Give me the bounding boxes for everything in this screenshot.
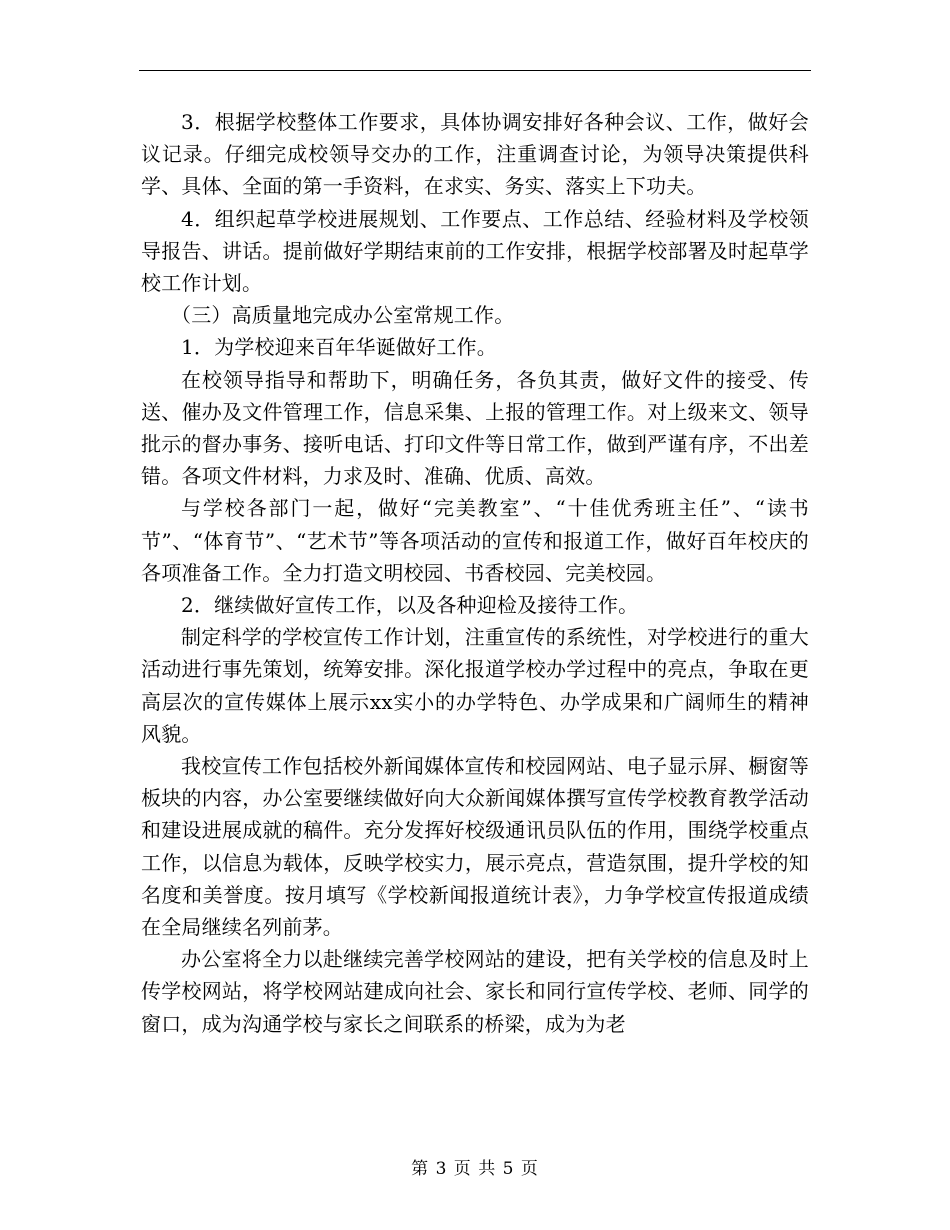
paragraph-website: 办公室将全力以赴继续完善学校网站的建设，把有关学校的信息及时上传学校网站，将学校网站建成向社会、家长和同行宣传学校、老师、同学的窗口，成为沟通学校与家长之间联系的桥梁，成为为老 — [141, 947, 809, 1036]
paragraph-subitem-1: 1．为学校迎来百年华诞做好工作。 — [181, 335, 497, 360]
paragraph-subitem-2: 2．继续做好宣传工作，以及各种迎检及接待工作。 — [181, 593, 639, 618]
header-rule — [139, 70, 811, 71]
section-heading-3: （三）高质量地完成办公室常规工作。 — [171, 303, 515, 328]
paragraph-publicity-plan: 制定科学的学校宣传工作计划，注重宣传的系统性，对学校进行的重大活动进行事先策划，统筹安排。深化报道学校办学过程中的亮点，争取在更高层次的宣传媒体上展示xx实小的办学特色、办学成果和广阔师生的精神风貌。 — [141, 625, 809, 746]
page-number: 第 3 页 共 5 页 — [411, 1159, 539, 1179]
paragraph-publicity-work: 我校宣传工作包括校外新闻媒体宣传和校园网站、电子显示屏、橱窗等板块的内容，办公室要继续做好向大众新闻媒体撰写宣传学校教育教学活动和建设进展成就的稿件。充分发挥好校级通讯员队伍的作用，围绕学校重点工作，以信息为载体，反映学校实力，展示亮点，营造氛围，提升学校的知名度和美誉度。按月填写《学校新闻报道统计表》，力争学校宣传报道成绩在全局继续名列前茅。 — [141, 754, 809, 940]
document-body — [141, 106, 809, 1040]
paragraph-item-4: 4．组织起草学校进展规划、工作要点、工作总结、经验材料及学校领导报告、讲话。提前做好学期结束前的工作安排，根据学校部署及时起草学校工作计划。 — [141, 206, 809, 296]
paragraph-item-3: 3．根据学校整体工作要求，具体协调安排好各种会议、工作，做好会议记录。仔细完成校领导交办的工作，注重调查讨论，为领导决策提供科学、具体、全面的第一手资料，在求实、务实、落实上下功夫。 — [141, 110, 809, 199]
paragraph-document-management: 在校领导指导和帮助下，明确任务，各负其责，做好文件的接受、传送、催办及文件管理工作，信息采集、上报的管理工作。对上级来文、领导批示的督办事务、接听电话、打印文件等日常工作，做到严谨有序，不出差错。各项文件材料，力求及时、准确、优质、高效。 — [141, 367, 809, 489]
paragraph-activities: 与学校各部门一起，做好“完美教室”、“十佳优秀班主任”、“读书节”、“体育节”、“艺术节”等各项活动的宣传和报道工作，做好百年校庆的各项准备工作。全力打造文明校园、书香校园、完美校园。 — [141, 496, 809, 585]
